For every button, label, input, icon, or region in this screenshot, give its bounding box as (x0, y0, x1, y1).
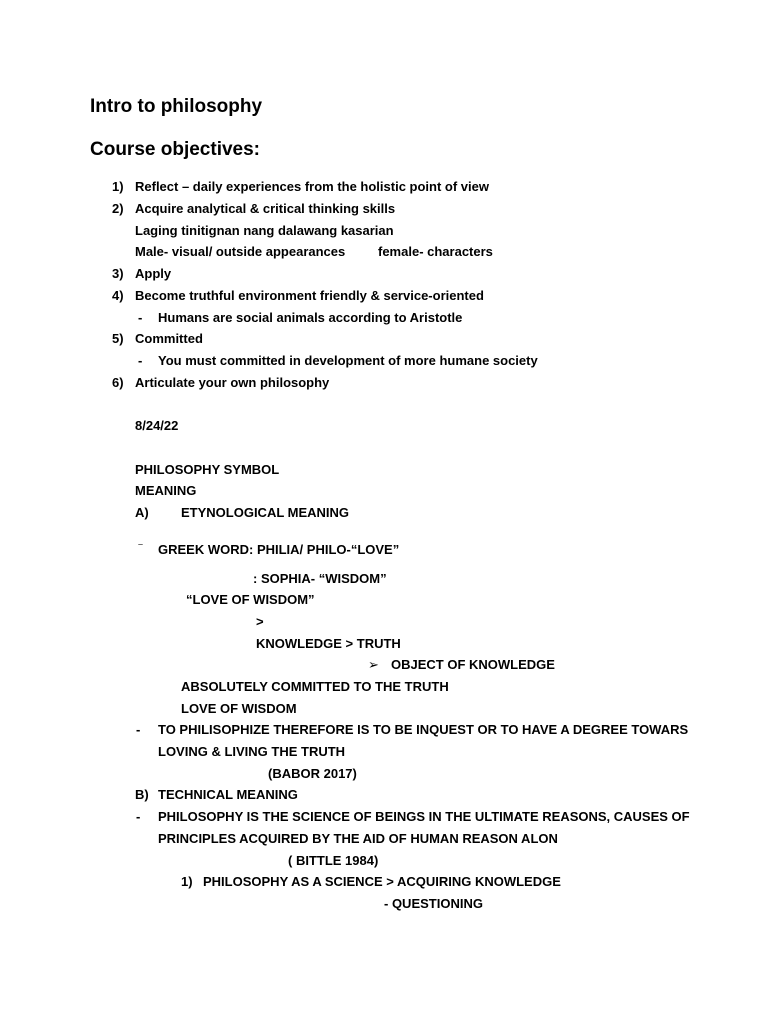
list-item: Articulate your own philosophy (135, 375, 330, 390)
note-line: : SOPHIA- “WISDOM” (253, 571, 387, 586)
list-item: Acquire analytical & critical thinking skills (135, 201, 396, 216)
note-line: PHILOSOPHY AS A SCIENCE > ACQUIRING KNOWLEDGE (203, 874, 561, 889)
section-label: B) (135, 787, 149, 802)
list-number: 1) (181, 874, 193, 889)
list-item: Become truthful environment friendly & service-oriented (135, 288, 484, 303)
list-number: 4) (112, 288, 124, 303)
note-line: LOVING & LIVING THE TRUTH (158, 744, 346, 759)
list-bullet: - (136, 722, 141, 737)
note-line: OBJECT OF KNOWLEDGE (391, 657, 555, 672)
note-line: ABSOLUTELY COMMITTED TO THE TRUTH (181, 679, 449, 694)
list-item: Committed (135, 331, 203, 346)
note-line: TO PHILISOPHIZE THEREFORE IS TO BE INQUEST OR TO HAVE A DEGREE TOWARS (158, 722, 689, 737)
note-line: > (256, 614, 264, 629)
list-number: 1) (112, 179, 124, 194)
section-title: TECHNICAL MEANING (158, 787, 298, 802)
page-title: Intro to philosophy (90, 96, 263, 117)
arrow-bullet-icon: ➢ (368, 657, 379, 672)
list-item: female- characters (378, 244, 493, 259)
note-line: PHILOSOPHY SYMBOL (135, 462, 280, 477)
citation: (BABOR 2017) (268, 766, 357, 781)
list-item: Humans are social animals according to Aristotle (158, 310, 463, 325)
list-number: 2) (112, 201, 124, 216)
note-line: KNOWLEDGE > TRUTH (256, 636, 401, 651)
note-dash: – (138, 539, 144, 549)
list-item: You must committed in development of more humane society (158, 353, 538, 368)
note-line: GREEK WORD: PHILIA/ PHILO-“LOVE” (158, 542, 400, 557)
note-line: PRINCIPLES ACQUIRED BY THE AID OF HUMAN REASON ALON (158, 831, 558, 846)
note-line: - QUESTIONING (384, 896, 483, 911)
note-line: PHILOSOPHY IS THE SCIENCE OF BEINGS IN THE ULTIMATE REASONS, CAUSES OF (158, 809, 690, 824)
note-line: MEANING (135, 483, 197, 498)
section-heading: Course objectives: (90, 139, 260, 160)
list-number: 5) (112, 331, 124, 346)
section-label: A) (135, 505, 149, 520)
list-item: Apply (135, 266, 172, 281)
section-title: ETYNOLOGICAL MEANING (181, 505, 350, 520)
note-line: LOVE OF WISDOM (181, 701, 297, 716)
list-bullet: - (138, 310, 143, 325)
citation: ( BITTLE 1984) (288, 853, 379, 868)
list-item: Reflect – daily experiences from the holistic point of view (135, 179, 489, 194)
list-item: Male- visual/ outside appearances (135, 244, 346, 259)
date-text: 8/24/22 (135, 418, 179, 433)
list-number: 6) (112, 375, 124, 390)
list-item: Laging tinitignan nang dalawang kasarian (135, 223, 394, 238)
list-bullet: - (138, 353, 143, 368)
list-number: 3) (112, 266, 124, 281)
list-bullet: - (136, 809, 141, 824)
note-line: “LOVE OF WISDOM” (186, 592, 315, 607)
